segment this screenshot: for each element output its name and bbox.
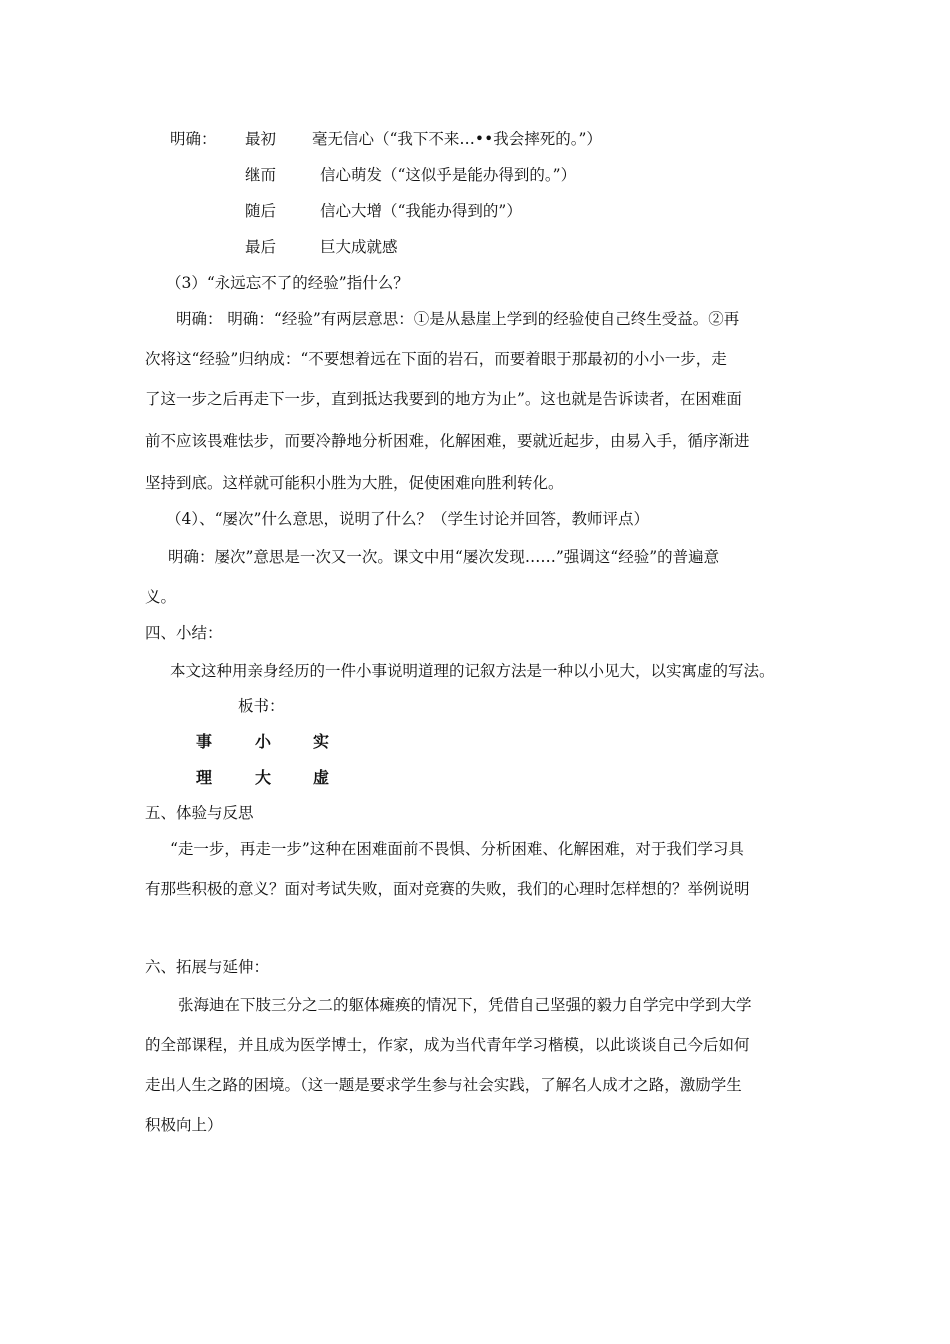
stage-label: 最后 [245,238,277,256]
question-3: （3）“永远忘不了的经验”指什么？ [166,274,409,292]
question-4: （4）、“屡次”什么意思，说明了什么？（学生讨论并回答，教师评点） [166,510,649,528]
stage-description: 毫无信心（“我下不来…••我会摔死的。”） [312,130,602,148]
q4-answer-line: 明确：屡次”意思是一次又一次。课文中用“屡次发现……”强调这“经验”的普遍意 [168,548,720,566]
summary-text: 本文这种用亲身经历的一件小事说明道理的记叙方法是一种以小见大，以实寓虚的写法。 [170,662,775,680]
board-cell: 实 [313,732,330,751]
stage-label: 最初 [245,130,277,148]
section-5-line: “走一步，再走一步”这种在困难面前不畏惧、分析困难、化解困难，对于我们学习具 [170,840,744,858]
section-5-line: 有那些积极的意义？面对考试失败，面对竞赛的失败，我们的心理时怎样想的？举例说明 [145,880,750,898]
q3-answer-line: 明确： 明确：“经验”有两层意思：①是从悬崖上学到的经验使自己终生受益。②再 [176,310,740,328]
stages-label: 明确： [170,130,217,148]
board-cell: 理 [196,768,213,787]
section-5-heading: 五、体验与反思 [145,804,254,822]
section-6-line: 走出人生之路的困境。（这一题是要求学生参与社会实践，了解名人成才之路，激励学生 [145,1076,742,1094]
section-6-line: 积极向上） [145,1116,223,1134]
section-6-line: 的全部课程，并且成为医学博士，作家，成为当代青年学习楷模，以此谈谈自己今后如何 [145,1036,750,1054]
stage-description: 巨大成就感 [320,238,398,256]
q4-answer-line: 义。 [145,588,177,606]
q3-answer-line: 坚持到底。这样就可能积小胜为大胜，促使困难向胜利转化。 [145,474,564,492]
section-6-heading: 六、拓展与延伸： [145,958,270,976]
board-cell: 大 [255,768,272,787]
stage-label: 随后 [245,202,277,220]
board-cell: 小 [255,732,272,751]
q3-answer-line: 前不应该畏难怯步，而要冷静地分析困难，化解困难，要就近起步，由易入手，循序渐进 [145,432,750,450]
board-cell: 事 [196,732,213,751]
board-label: 板书： [238,697,285,715]
board-cell: 虚 [313,768,330,787]
stage-description: 信心萌发（“这似乎是能办得到的。”） [320,166,577,184]
q3-answer-line: 次将这“经验”归纳成：“不要想着远在下面的岩石，而要着眼于那最初的小小一步，走 [145,350,727,368]
q3-answer-line: 了这一步之后再走下一步，直到抵达我要到的地方为止”。这也就是告诉读者，在困难面 [145,390,742,408]
summary-heading: 四、小结： [145,624,223,642]
section-6-line: 张海迪在下肢三分之二的躯体瘫痪的情况下，凭借自己坚强的毅力自学完中学到大学 [178,996,752,1014]
stage-description: 信心大增（“我能办得到的”） [320,202,522,220]
stage-label: 继而 [245,166,277,184]
